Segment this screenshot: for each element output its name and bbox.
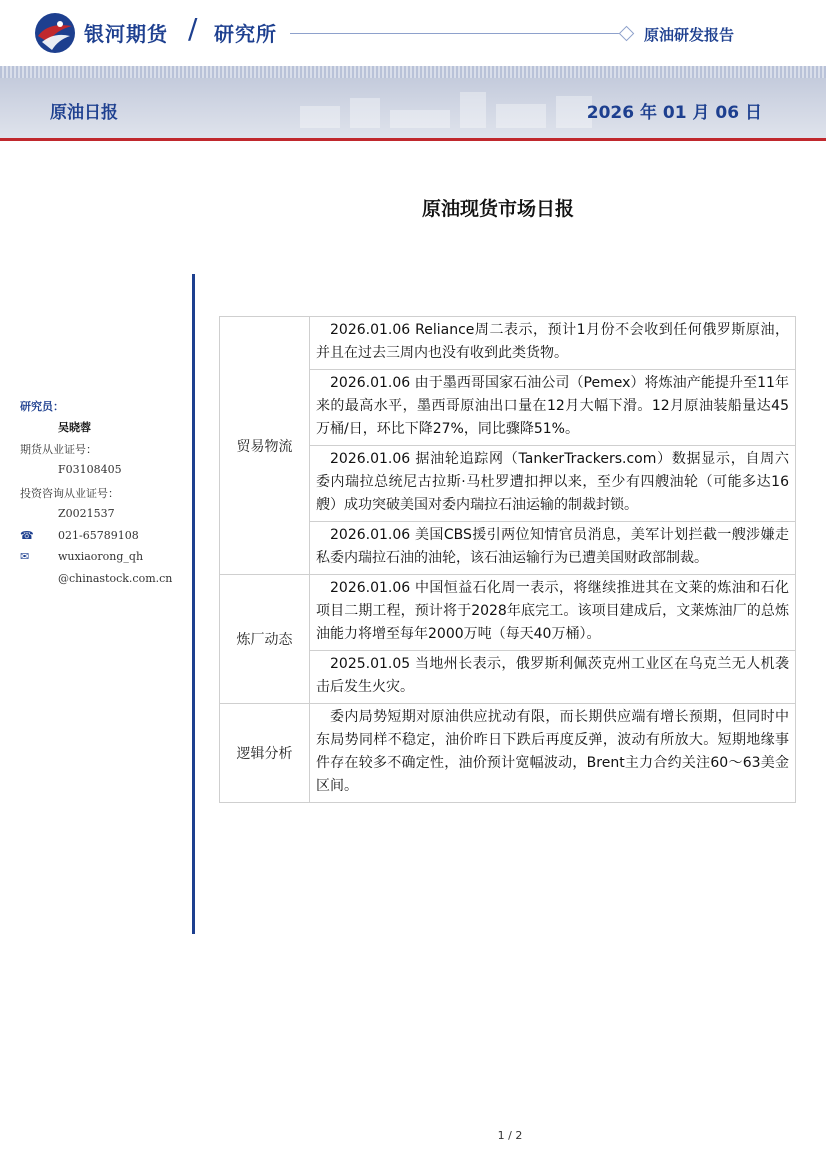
news-item: 2026.01.06 美国CBS援引两位知情官员消息，美军计划拦截一艘涉嫌走私委内瑞拉石油的油轮，该石油运输行为已遭美国财政部制裁。 (310, 522, 796, 575)
email-line-2[interactable]: @chinastock.com.cn (58, 572, 173, 585)
table-row (220, 704, 796, 803)
analysis-item: 委内局势短期对原油供应扰动有限，而长期供应端有增长预期，但同时中东局势同样不稳定，油价昨日下跌后再度反弹，波动有所放大。短期地缘事件存在较多不确定性，油价预计宽幅波动，Brent主力合约关注60～63美金区间。 (310, 704, 796, 803)
band-title: 原油日报 (50, 103, 118, 123)
title-band (0, 78, 826, 138)
news-item: 2025.01.05 当地州长表示，俄罗斯利佩茨克州工业区在乌克兰无人机袭击后发生火灾。 (310, 651, 796, 704)
report-date: 2026 年 01 月 06 日 (586, 103, 762, 123)
news-item: 2026.01.06 由于墨西哥国家石油公司（Pemex）将炼油产能提升至11年来的最高水平，墨西哥原油出口量在12月大幅下滑。12月原油装船量达45万桶/日，环比下降27%，同比骤降51%。 (310, 370, 796, 446)
category-cell: 贸易物流 (220, 317, 310, 575)
email-row (20, 550, 143, 563)
researcher-name: 吴晓蓉 (58, 421, 91, 434)
report-type: 原油研发报告 (644, 26, 735, 44)
news-table (219, 316, 796, 803)
institute-name: 研究所 (214, 22, 277, 46)
band-red-rule (0, 138, 826, 141)
futures-cert-number: F03108405 (58, 463, 122, 476)
news-item: 2026.01.06 中国恒益石化周一表示，将继续推进其在文莱的炼油和石化项目二期工程，预计将于2028年底完工。该项目建成后，文莱炼油厂的总炼油能力将增至每年2000万吨（每天40万桶）。 (310, 575, 796, 651)
header-rule (290, 33, 620, 34)
mail-icon: ✉ (20, 550, 30, 563)
researcher-label: 研究员： (20, 400, 64, 413)
category-cell: 逻辑分析 (220, 704, 310, 803)
diamond-icon (619, 26, 635, 42)
galaxy-logo-icon (34, 12, 76, 54)
page-title: 原油现货市场日报 (421, 198, 574, 220)
phone-row (20, 529, 139, 542)
email-line-1[interactable]: wuxiaorong_qh (58, 550, 144, 563)
phone-number: 021-65789108 (58, 529, 139, 542)
band-decoration-icon (300, 88, 620, 133)
news-item: 2026.01.06 据油轮追踪网（TankerTrackers.com）数据显示，自周六委内瑞拉总统尼古拉斯·马杜罗遭扣押以来，至少有四艘油轮（可能多达16艘）成功突破美国对委内瑞拉石油运输的制裁封锁。 (310, 446, 796, 522)
invest-cert-number: Z0021537 (58, 507, 115, 520)
news-item: 2026.01.06 Reliance周二表示，预计1月份不会收到任何俄罗斯原油，并且在过去三周内也没有收到此类货物。 (310, 317, 796, 370)
category-cell: 炼厂动态 (220, 575, 310, 704)
brand-name: 银河期货 (84, 22, 168, 46)
table-row (220, 575, 796, 651)
brand-divider: / (188, 12, 198, 45)
page-number: 1 / 2 (497, 1129, 523, 1142)
phone-icon: ☎ (20, 529, 34, 542)
band-stripes (0, 66, 826, 78)
top-header (0, 0, 826, 66)
table-row (220, 317, 796, 370)
futures-cert-label: 期货从业证号： (20, 443, 97, 456)
sidebar-divider (192, 274, 195, 934)
invest-cert-label: 投资咨询从业证号： (20, 487, 119, 500)
